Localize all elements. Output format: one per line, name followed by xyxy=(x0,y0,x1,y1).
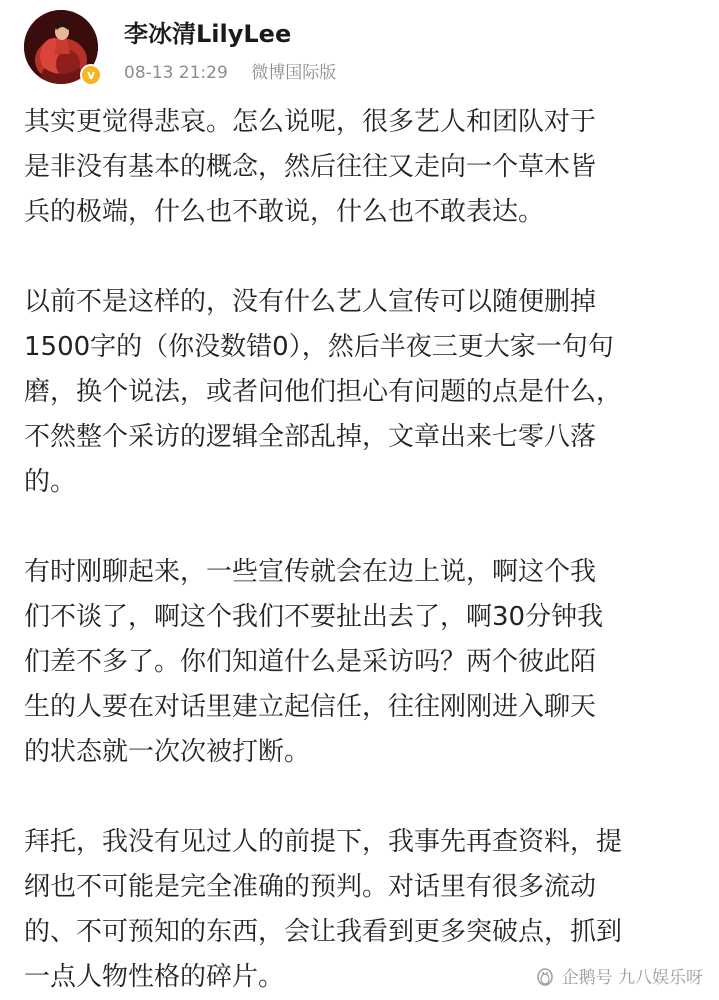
post-source: 微博国际版 xyxy=(251,63,337,83)
verified-v-icon: v xyxy=(80,64,102,86)
post-paragraph-3: 有时刚聊起来，一些宣传就会在边上说，啊这个我 们不谈了，啊这个我们不要扯出去了，啊30分钟我 们差不多了。你们知道什么是采访吗？两个彼此陌 生的人要在对话里建立起信任，往往刚刚进入聊天 的状态就一次次被打断。 xyxy=(24,557,604,767)
post-paragraph-1: 其实更觉得悲哀。怎么说呢，很多艺人和团队对于 是非没有基本的概念，然后往往又走向一个草木皆 兵的极端，什么也不敢说，什么也不敢表达。 xyxy=(24,107,597,227)
post-paragraph-4: 拜托，我没有见过人的前提下，我事先再查资料，提 纲也不可能是完全准确的预判。对话里有很多流动 的、不可预知的东西，会让我看到更多突破点，抓到 一点人物性格的碎片。 xyxy=(24,827,623,992)
avatar-container[interactable] xyxy=(24,10,102,88)
watermark-text: 企鹅号 九八娱乐呀 xyxy=(561,968,703,988)
penguin-logo-icon xyxy=(534,965,556,987)
author-name[interactable]: 李冰清LilyLee xyxy=(124,20,292,48)
post-content xyxy=(24,100,696,1000)
watermark xyxy=(534,963,703,988)
post-paragraph-2: 以前不是这样的，没有什么艺人宣传可以随便删掉 1500字的（你没数错0），然后半夜三更大家一句句 磨，换个说法，或者问他们担心有问题的点是什么， 不然整个采访的逻辑全部乱掉，文章出来七零八落 的。 xyxy=(24,287,623,497)
post-meta xyxy=(124,58,336,83)
post-header xyxy=(0,0,719,95)
post-time: 08-13 21:29 xyxy=(124,63,228,83)
